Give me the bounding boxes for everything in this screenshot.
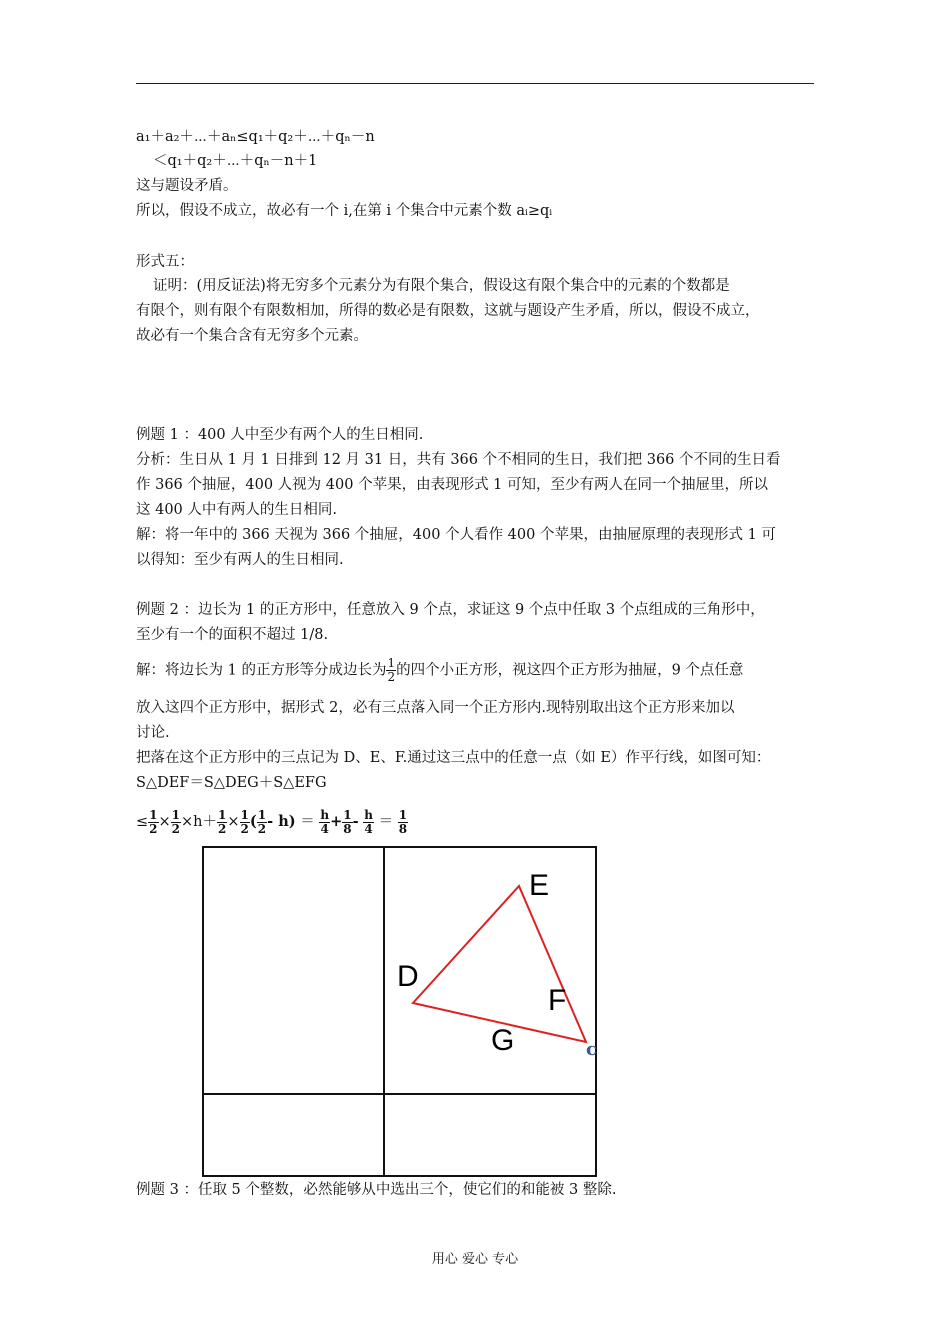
contradiction-line: 这与题设矛盾。 bbox=[136, 178, 238, 194]
conclusion-line: 所以，假设不成立，故必有一个 i,在第 i 个集合中元素个数 aᵢ≥qᵢ bbox=[136, 203, 553, 219]
triangle-def bbox=[413, 886, 586, 1042]
form-five-heading: 形式五： bbox=[136, 254, 194, 270]
label-g: G bbox=[491, 1024, 515, 1057]
example-1-analysis-3: 这 400 人中有两人的生日相同. bbox=[136, 502, 338, 518]
label-e: E bbox=[529, 869, 550, 902]
example-2-title-1: 例题 2 ：边长为 1 的正方形中，任意放入 9 个点，求证这 9 个点中任取 3 个点组成的三角形中， bbox=[136, 602, 765, 618]
page-footer: 用心 爱心 专心 bbox=[431, 1252, 519, 1267]
half-fraction: $\frac{1}{2}$ bbox=[387, 656, 396, 684]
example-1-solution-2: 以得知：至少有两人的生日相同. bbox=[136, 552, 344, 568]
label-c: c bbox=[586, 1039, 597, 1060]
example-2-title-2: 至少有一个的面积不超过 1/8. bbox=[136, 627, 329, 643]
proof-line-1: 证明：(用反证法)将无穷多个元素分为有限个集合，假设这有限个集合中的元素的个数都是 bbox=[153, 278, 730, 294]
example-2-solution-2: 放入这四个正方形中，据形式 2，必有三点落入同一个正方形内.现特别取出这个正方形来加以 bbox=[136, 700, 735, 716]
example-1-analysis-2: 作 366 个抽屉，400 人视为 400 个苹果，由表现形式 1 可知，至少有两人在同一个抽屉里，所以 bbox=[136, 477, 769, 493]
area-inequality: ≤ $\frac{1}{2}$ × $\frac{1}{2}$ ×h＋ $\frac{1}{2}$ × $\frac{1}{2}$ ( $\frac{1}{2}$ ‐ h) ＝ $\frac{h}{4}$ + $\frac{1}{8}$ - $\frac{h}{4}$ ＝ $\frac{1}{8}$ bbox=[136, 807, 408, 836]
example-1-analysis-1: 分析：生日从 1 月 1 日排到 12 月 31 日，共有 366 个不相同的生日，我们把 366 个不同的生日看 bbox=[136, 452, 781, 468]
proof-line-2: 有限个，则有限个有限数相加，所得的数必是有限数，这就与题设产生矛盾，所以，假设不成立， bbox=[136, 303, 760, 319]
solution-text-b: 的四个小正方形，视这四个正方形为抽屉，9 个点任意 bbox=[396, 662, 744, 679]
inequality-line-1: a₁＋a₂＋⋯＋aₙ≤q₁＋q₂＋⋯＋qₙ－n bbox=[136, 129, 375, 145]
example-2-solution-3: 讨论. bbox=[136, 725, 170, 741]
label-d: D bbox=[397, 960, 419, 993]
example-2-solution-4: 把落在这个正方形中的三点记为 D、E、F.通过这三点中的任意一点（如 E）作平行线，如图可知： bbox=[136, 750, 771, 766]
label-f: F bbox=[548, 984, 567, 1017]
proof-line-3: 故必有一个集合含有无穷多个元素。 bbox=[136, 328, 368, 344]
inequality-line-2: ＜q₁＋q₂＋⋯＋qₙ－n＋1 bbox=[153, 153, 318, 169]
example-1-solution-1: 解：将一年中的 366 天视为 366 个抽屉，400 个人看作 400 个苹果，由抽屉原理的表现形式 1 可 bbox=[136, 527, 776, 543]
area-equation: S△DEF＝S△DEG＋S△EFG bbox=[136, 775, 327, 791]
example-3-title: 例题 3 ：任取 5 个整数，必然能够从中选出三个，使它们的和能被 3 整除. bbox=[136, 1182, 617, 1198]
solution-text-a: 解：将边长为 1 的正方形等分成边长为 bbox=[136, 662, 387, 679]
example-1-title: 例题 1 ：400 人中至少有两个人的生日相同. bbox=[136, 427, 424, 443]
